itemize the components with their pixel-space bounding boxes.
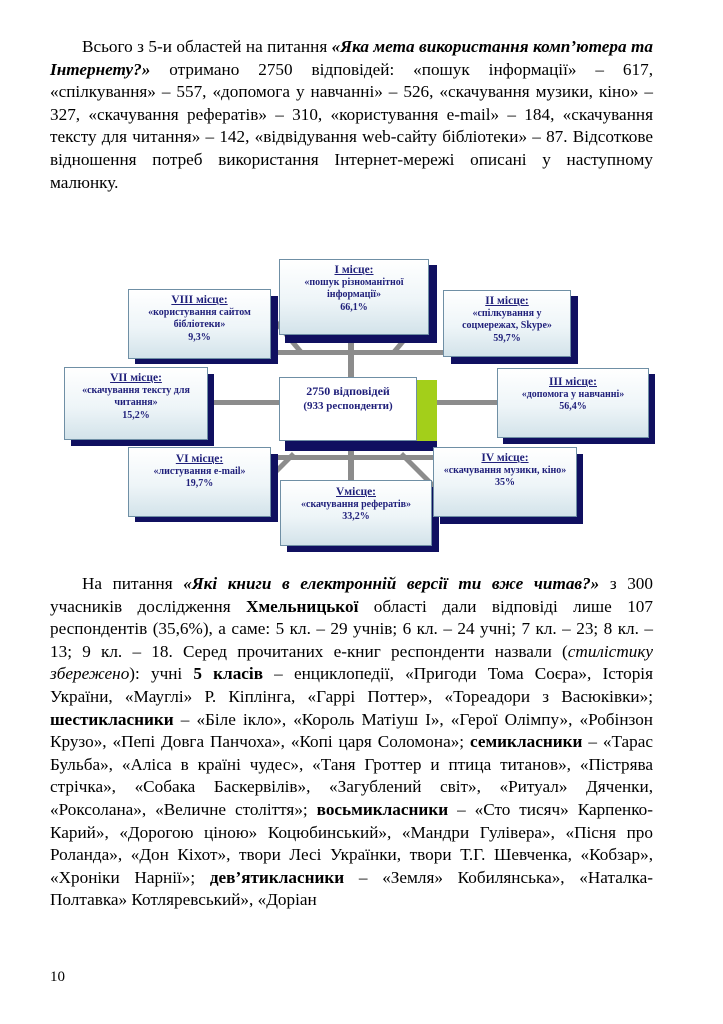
place-text: «скачування музики, кіно» — [443, 465, 567, 476]
place-text: «допомога у навчанні» — [521, 389, 625, 400]
style-note: стилістику збережено — [50, 641, 653, 684]
place-percent: 35% — [495, 477, 515, 489]
place-7-box — [64, 367, 208, 440]
text-run: Всього з 5-и областей на питання — [82, 37, 332, 56]
question-1: «Яка мета використання комп’ютера та Інтернету?» — [50, 37, 653, 79]
grade-label: дев’ятикласники — [209, 867, 345, 887]
books-paragraph — [50, 573, 653, 912]
place-title: Vмісце: — [336, 486, 376, 498]
place-text: «спілкування у соцмережах, Skype» — [462, 308, 552, 332]
place-percent: 66,1% — [340, 301, 368, 313]
place-3-box — [497, 368, 649, 438]
text-run: – «Тарас Бульба», «Аліса в країні чудес», «Таня Гроттер и птица титанов», «Пістрява стрічка», «Собака Баскервілів», «Загублений світ», «Ритуал» Дяченки, «Роксолана», «Величне століття»; — [50, 732, 653, 819]
text-run: – «Земля» Кобилянська», «Наталка-Полтавка» Котляревський», «Доріан — [50, 867, 653, 910]
place-text: «скачування рефератів» — [301, 499, 411, 510]
place-title: ІІ місце: — [485, 295, 529, 307]
place-text: «пошук різноманітної інформації» — [304, 277, 404, 301]
center-accent — [415, 380, 437, 441]
place-5-box — [280, 480, 432, 546]
text-run: – енциклопедії, «Пригоди Тома Соєра», Історія України, «Мауглі» Р. Кіплінга, «Гаррі Поттер», «Тореадори з Васюківки»; — [50, 664, 653, 706]
grade-label: 5 класів — [193, 664, 263, 684]
place-title: І місце: — [334, 264, 374, 276]
place-percent: 9,3% — [188, 331, 211, 343]
page-number: 10 — [50, 969, 65, 985]
place-1-box — [279, 259, 429, 335]
text-run: – «Сто тисяч» Карпенко-Карий», «Дорогою ціною» Коцюбинський», «Мандри Гулівера», «Пісня про Роланда», «Дон Кіхот», твори Лесі Українки, твори Т.Г. Шевченка, «Кобзар», «Хроніки Нарнії»; — [50, 799, 653, 887]
place-percent: 56,4% — [559, 401, 587, 413]
text-run: області дали відповіді лише 107 респондентів (35,6%), а саме: 5 кл. – 29 учнів; 6 кл. – 24 учні; 7 кл. – 23; 8 кл. – 13; 9 кл. – 18. Серед прочитаних е-книг респонденти назвали ( — [50, 596, 653, 661]
place-2-box — [443, 290, 571, 357]
grade-label: восьмикласники — [316, 799, 449, 819]
place-text: «користування сайтом бібліотеки» — [148, 307, 251, 331]
grade-label: семикласники — [469, 732, 583, 752]
center-subtitle: (933 респонденти) — [303, 400, 393, 412]
text-run: На питання — [82, 574, 184, 593]
place-6-box — [128, 447, 271, 517]
place-text: «листування e-mail» — [153, 466, 246, 477]
center-title: 2750 відповідей — [306, 384, 390, 398]
place-title: VІІ місце: — [110, 372, 162, 384]
place-title: VІІІ місце: — [171, 294, 228, 306]
center-box — [279, 377, 417, 441]
question-2: «Які книги в електронній версії ти вже читав?» — [183, 574, 600, 593]
text-run: – «Біле ікло», «Король Матіуш І», «Герої Олімпу», «Робінзон Крузо», «Пепі Довга Панчоха», «Копі царя Соломона»; — [50, 709, 653, 752]
text-run: отримано 2750 відповідей: «пошук інформації» – 617, «спілкування» – 557, «допомога у навчанні» – 526, «скачування музики, кіно» – 327, «скачування рефератів» – 310, «користування e-mail» – 184, «скачування тексту для читання» – 142, «відвідування web-сайту бібліотеки» – 87. Відсоткове відношення потреб використання Інтернет-мережі описані у наступному малюнку. — [50, 59, 653, 192]
place-8-box — [128, 289, 271, 359]
text-run: з 300 учасників дослідження — [50, 574, 653, 616]
place-percent: 33,2% — [342, 511, 370, 523]
place-4-box — [433, 447, 577, 517]
place-title: ІІІ місце: — [549, 376, 597, 388]
place-percent: 19,7% — [185, 478, 214, 490]
region-name: Хмельницької — [246, 596, 359, 616]
grade-label: шестикласники — [50, 709, 174, 729]
place-title: IV місце: — [481, 452, 529, 464]
place-percent: 59,7% — [493, 332, 521, 344]
place-text: «скачування тексту для читання» — [82, 385, 190, 409]
place-percent: 15,2% — [122, 409, 150, 421]
place-title: VІ місце: — [175, 453, 224, 465]
text-run: ): учні — [129, 664, 194, 684]
